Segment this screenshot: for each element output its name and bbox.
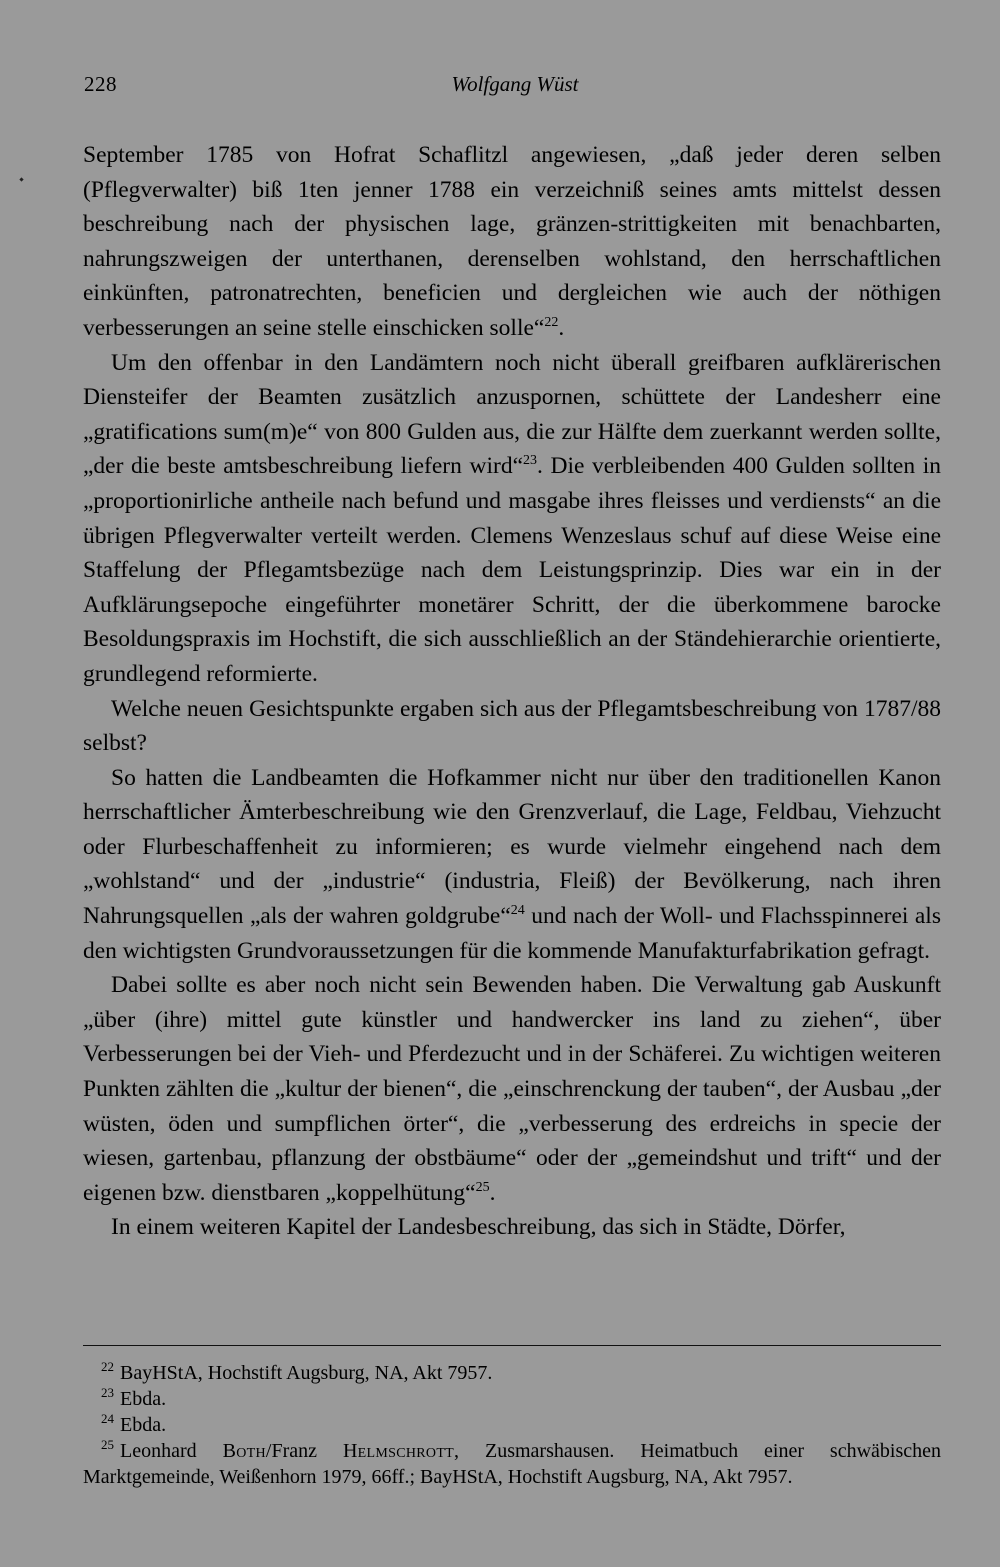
paragraph-1 [83,138,941,346]
body-text [83,138,941,1245]
paragraph-5 [83,968,941,1210]
footnote-number: 24 [101,1411,114,1426]
paragraph-text: . [558,314,565,341]
footnote-ref-22[interactable]: 22 [544,314,559,330]
paragraph-text: September 1785 von Hofrat Schaflitzl angewiesen, „daß jeder deren selben (Pflegverwalter) biß 1ten jenner 1788 ein verzeichniß seines amts mittelst dessen beschreibung nach der physischen lage, gränzen-strittigkeiten mit benachbarten, nahrungszweigen der unterthanen, derenselben wohlstand, den herrschaftlichen einkünften, patronatrechten, beneficien und dergleichen wie auch der nöthigen verbesserungen an seine stelle einschicken solle“ [83,142,941,341]
footnote-text: BayHStA, Hochstift Augsburg, NA, Akt 7957. [120,1362,493,1384]
paragraph-3: Welche neuen Gesichtspunkte ergaben sich aus der Pflegamtsbeschreibung von 1787/88 selbst? [83,695,941,757]
footnote-author: Both [222,1440,266,1462]
footnote-number: 22 [101,1359,114,1374]
page-number: 228 [84,72,117,96]
paragraph-text: Dabei sollte es aber noch nicht sein Bewenden haben. Die Verwaltung gab Auskunft „über (ihre) mittel gute künstler und handwercker ins land zu ziehen“, über Verbesserungen bei der Vieh- und Pferdezucht und in der Schäferei. Zu wichtigen weiteren Punkten zählten die „kultur der bienen“, die „einschrenckung der tauben“, der Ausbau „der wüsten, öden und sumpflichen örter“, die „verbesserung des erdreichs in specie der wiesen, gartenbau, pflanzung der obstbäume“ oder der „gemeindshut und trift“ und der eigenen bzw. dienstbaren „koppelhütung“ [83,972,941,1206]
footnote-text: /Franz [265,1440,343,1462]
footnote-24 [83,1412,941,1438]
footnote-ref-25[interactable]: 25 [475,1179,490,1195]
paragraph-text: So hatten die Landbeamten die Hofkammer nicht nur über den traditionellen Kanon herrschaftlicher Ämterbeschreibung wie den Grenzverlauf, die Lage, Feldbau, Viehzucht oder Flurbeschaffenheit zu informieren; es wurde vielmehr eingehend nach dem „wohlstand“ und der „industrie“ (industria, Fleiß) der Bevölkerung, nach ihren Nahrungsquellen „als der wahren goldgrube“ [83,764,941,930]
footnotes [83,1360,941,1490]
footnote-number: 23 [101,1385,114,1400]
footnote-22 [83,1360,941,1386]
footnote-separator [83,1345,941,1346]
footnote-text: Leonhard [120,1440,223,1462]
paragraph-text: . [489,1179,496,1206]
footnote-text: , Zusmarshausen. Heimatbuch einer schwäbischen Marktgemeinde, Weißenhorn 1979, 66ff.; BayHStA, Hochstift Augsburg, NA, Akt 7957. [83,1440,942,1488]
paragraph-text: und nach der Woll- und Flachsspinnerei als den wichtigsten Grundvoraussetzungen für die kommende Manufakturfabrikation gefragt. [83,903,941,964]
paragraph-4 [83,761,941,969]
paragraph-text: Um den offenbar in den Landämtern noch nicht überall greifbaren aufklärerischen Diensteifer der Beamten zusätzlich anzuspornen, schüttete der Landesherr eine „gratifications sum(m)e“ von 800 Gulden aus, die zur Hälfte dem zuerkannt werden sollte, „der die beste amtsbeschreibung liefern wird“ [83,349,941,480]
stray-ink-mark [19,177,23,181]
paragraph-2 [83,346,941,692]
footnote-25 [83,1438,941,1490]
footnote-text: Ebda. [120,1388,167,1410]
footnote-number: 25 [101,1437,114,1452]
paragraph-6: In einem weiteren Kapitel der Landesbeschreibung, das sich in Städte, Dörfer, [111,1214,846,1241]
footnote-author: Helmschrott [342,1440,455,1462]
running-head: Wolfgang Wüst [451,72,579,96]
footnote-ref-24[interactable]: 24 [510,903,525,919]
footnote-text: Ebda. [120,1414,167,1436]
footnote-ref-23[interactable]: 23 [523,453,538,469]
footnote-23 [83,1386,941,1412]
paragraph-text: . Die verbleibenden 400 Gulden sollten in „proportionirliche antheile nach befund und masgabe ihres fleisses und verdiensts“ an die übrigen Pflegverwalter verteilt werden. Clemens Wenzeslaus schuf auf diese Weise eine Staffelung der Pflegamtsbezüge nach dem Leistungsprinzip. Dies war ein in der Aufklärungsepoche eingeführter monetärer Schritt, der die überkommene barocke Besoldungspraxis im Hochstift, die sich ausschließlich an der Ständehierarchie orientierte, grundlegend reformierte. [83,453,941,687]
